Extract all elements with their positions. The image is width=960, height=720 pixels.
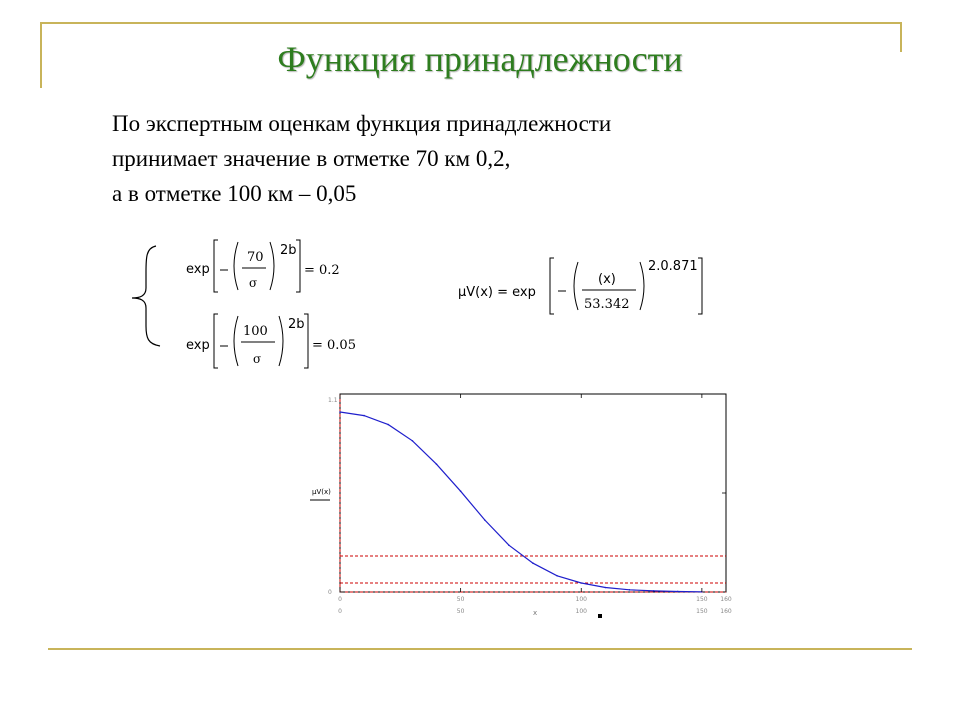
data-point — [653, 590, 655, 592]
x-axis-label: x — [533, 609, 538, 617]
data-point — [508, 544, 510, 546]
slide-title: Функция принадлежности — [277, 39, 683, 79]
body-line-3: а в отметке 100 км – 0,05 — [112, 181, 357, 206]
brace-icon — [132, 246, 160, 346]
bottom-rule — [48, 648, 912, 650]
x-tick-label: 150 — [696, 608, 708, 615]
result-exp: 2.0.871 — [648, 259, 698, 274]
result-num: (x) — [598, 272, 616, 287]
eq1-exp: 2b — [280, 243, 297, 258]
data-point — [387, 424, 389, 426]
equation-2 — [186, 314, 356, 368]
eq2-rhs: = 0.05 — [312, 338, 356, 353]
x-tick-label: 100 — [575, 596, 587, 603]
formula-area — [120, 228, 740, 378]
data-point — [556, 575, 558, 577]
eq1-den: σ — [249, 276, 258, 290]
x-tick-label: 150 — [696, 596, 708, 603]
eq2-exp: 2b — [288, 317, 305, 332]
eq1-fn: exp — [186, 262, 210, 277]
data-point — [605, 587, 607, 589]
data-point — [532, 562, 534, 564]
series-line — [340, 412, 702, 592]
data-point — [460, 490, 462, 492]
equation-1 — [186, 240, 340, 292]
y-tick-label: 1.1 — [328, 397, 338, 404]
data-point — [339, 411, 341, 413]
eq1-num: 70 — [247, 250, 264, 265]
y-axis-label: μV(x) — [312, 488, 331, 496]
data-point — [629, 589, 631, 591]
x-tick-label: 50 — [456, 608, 465, 615]
x-tick-label: 50 — [456, 596, 465, 603]
result-den: 53.342 — [584, 297, 630, 312]
x-tick-label: 0 — [338, 608, 342, 615]
body-text — [112, 106, 611, 211]
data-point — [580, 582, 582, 584]
x-tick-label: 160 — [720, 596, 732, 603]
data-point — [677, 591, 679, 593]
x-tick-label: 160 — [720, 608, 732, 615]
body-line-1: По экспертным оценкам функция принадлежности — [112, 111, 612, 136]
y-tick-label: 0 — [328, 589, 332, 596]
data-point — [363, 415, 365, 417]
data-point — [412, 440, 414, 442]
eq2-fn: exp — [186, 338, 210, 353]
x-tick-label: 0 — [338, 596, 342, 603]
membership-chart — [300, 384, 740, 624]
result-lhs: μV(x) = exp — [458, 285, 536, 300]
eq1-rhs: = 0.2 — [304, 263, 340, 278]
result-formula — [458, 258, 702, 314]
cursor-dot — [598, 614, 602, 618]
eq2-den: σ — [253, 352, 262, 366]
x-tick-label: 100 — [575, 608, 587, 615]
eq2-num: 100 — [243, 324, 268, 339]
data-point — [436, 463, 438, 465]
data-point — [484, 519, 486, 521]
plot-frame — [340, 394, 726, 592]
top-rule — [40, 22, 902, 24]
body-line-2: принимает значение в отметке 70 км 0,2, — [112, 146, 511, 171]
